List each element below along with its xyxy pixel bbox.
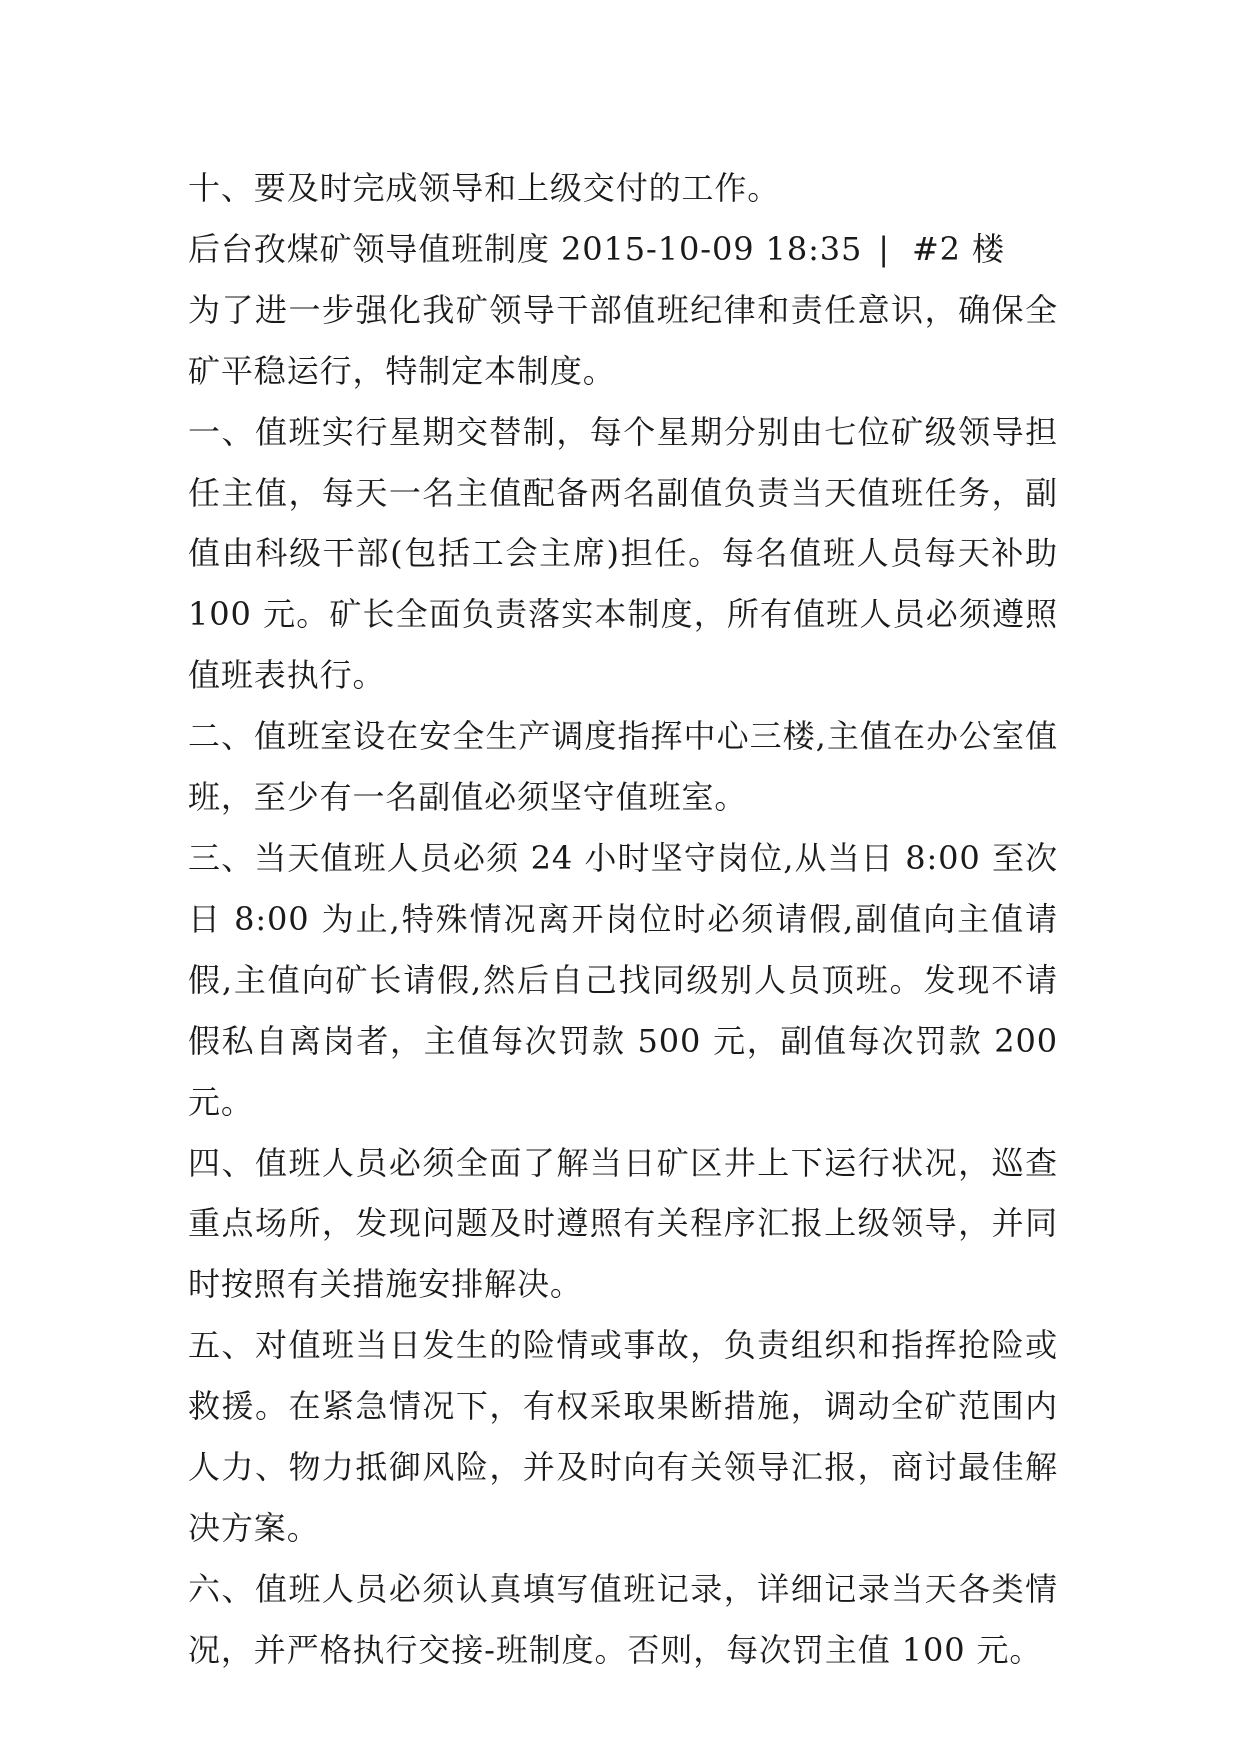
document-body [188, 158, 1058, 1681]
post-floor: #2 楼 [911, 229, 1005, 268]
clause-6: 六、值班人员必须认真填写值班记录，详细记录当天各类情况，并严格执行交接-班制度。否则，每次罚主值 100 元。 [188, 1569, 1058, 1669]
post-header [188, 219, 1058, 280]
intro-paragraph: 为了进一步强化我矿领导干部值班纪律和责任意识，确保全矿平稳运行，特制定本制度。 [188, 290, 1058, 390]
clause-3: 三、当天值班人员必须 24 小时坚守岗位,从当日 8:00 至次日 8:00 为止,特殊情况离开岗位时必须请假,副值向主值请假,主值向矿长请假,然后自己找同级别人员顶班。发现不请假私自离岗者，主值每次罚款 500 元，副值每次罚款 200 元。 [188, 838, 1058, 1121]
post-title: 后台孜煤矿领导值班制度 [188, 229, 550, 268]
clause-4: 四、值班人员必须全面了解当日矿区井上下运行状况，巡查重点场所，发现问题及时遵照有关程序汇报上级领导，并同时按照有关措施安排解决。 [188, 1143, 1058, 1304]
post-separator: | [878, 229, 890, 268]
leading-item: 十、要及时完成领导和上级交付的工作。 [188, 169, 781, 207]
clause-5: 五、对值班当日发生的险情或事故，负责组织和指挥抢险或救援。在紧急情况下，有权采取果断措施，调动全矿范围内人力、物力抵御风险，并及时向有关领导汇报，商讨最佳解决方案。 [188, 1326, 1058, 1547]
clause-1: 一、值班实行星期交替制，每个星期分别由七位矿级领导担任主值，每天一名主值配备两名副值负责当天值班任务，副值由科级干部(包括工会主席)担任。每名值班人员每天补助 100 元。矿长全面负责落实本制度，所有值班人员必须遵照值班表执行。 [188, 412, 1058, 695]
clause-2: 二、值班室设在安全生产调度指挥中心三楼,主值在办公室值班，至少有一名副值必须坚守值班室。 [188, 717, 1058, 817]
post-timestamp: 2015-10-09 18:35 [560, 229, 863, 268]
